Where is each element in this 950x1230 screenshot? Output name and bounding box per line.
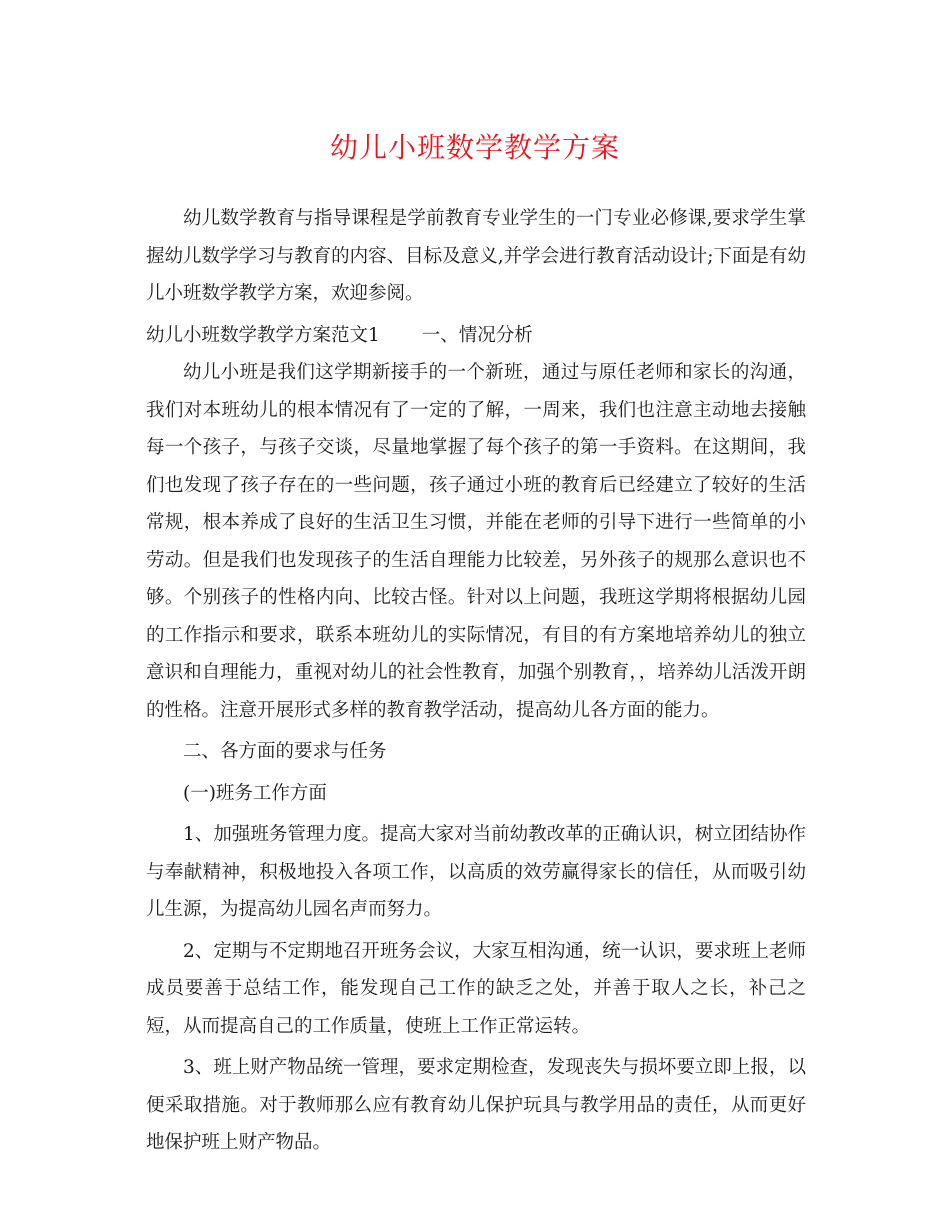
- sample-heading-row: [146, 317, 806, 355]
- subsection1-heading: (一)班务工作方面: [183, 782, 327, 804]
- document-body: [146, 200, 806, 1162]
- intro-paragraph: 幼儿数学教育与指导课程是学前教育专业学生的一门专业必修课,要求学生掌握幼儿数学学习与教育的内容、目标及意义,并学会进行教育活动设计;下面是有幼儿小班数学教学方案，欢迎参阅。: [146, 208, 806, 304]
- document-title: 幼儿小班数学教学方案: [329, 131, 620, 164]
- section1-body: 幼儿小班是我们这学期新接手的一个新班，通过与原任老师和家长的沟通，我们对本班幼儿的根本情况有了一定的了解，一周来，我们也注意主动地去接触每一个孩子，与孩子交谈，尽量地掌握了每个孩子的第一手资料。在这期间，我们也发现了孩子存在的一些问题，孩子通过小班的教育后已经建立了较好的生活常规，根本养成了良好的生活卫生习惯，并能在老师的引导下进行一些简单的小劳动。但是我们也发现孩子的生活自理能力比较差，另外孩子的规那么意识也不够。个别孩子的性格内向、比较古怪。针对以上问题，我班这学期将根据幼儿园的工作指示和要求，联系本班幼儿的实际情况，有目的有方案地培养幼儿的独立意识和自理能力，重视对幼儿的社会性教育，加强个别教育，，培养幼儿活泼开朗的性格。注意开展形式多样的教育教学活动，提高幼儿各方面的能力。: [146, 362, 806, 721]
- section1-heading: 一、情况分析: [421, 324, 533, 346]
- list-item: 1、加强班务管理力度。提高大家对当前幼教改革的正确认识，树立团结协作与奉献精神，积极地投入各项工作，以高质的效劳赢得家长的信任，从而吸引幼儿生源，为提高幼儿园名声而努力。: [146, 824, 806, 920]
- section2-heading: 二、各方面的要求与任务: [183, 741, 387, 762]
- list-item: 3、班上财产物品统一管理，要求定期检查，发现丧失与损坏要立即上报，以便采取措施。对于教师那么应有教育幼儿保护玩具与教学用品的责任，从而更好地保护班上财产物品。: [146, 1057, 806, 1153]
- sample-heading: 幼儿小班数学教学方案范文1: [146, 324, 380, 346]
- list-item: 2、定期与不定期地召开班务会议，大家互相沟通，统一认识，要求班上老师成员要善于总结工作，能发现自己工作的缺乏之处，并善于取人之长，补己之短，从而提高自己的工作质量，使班上工作正常运转。: [146, 940, 806, 1037]
